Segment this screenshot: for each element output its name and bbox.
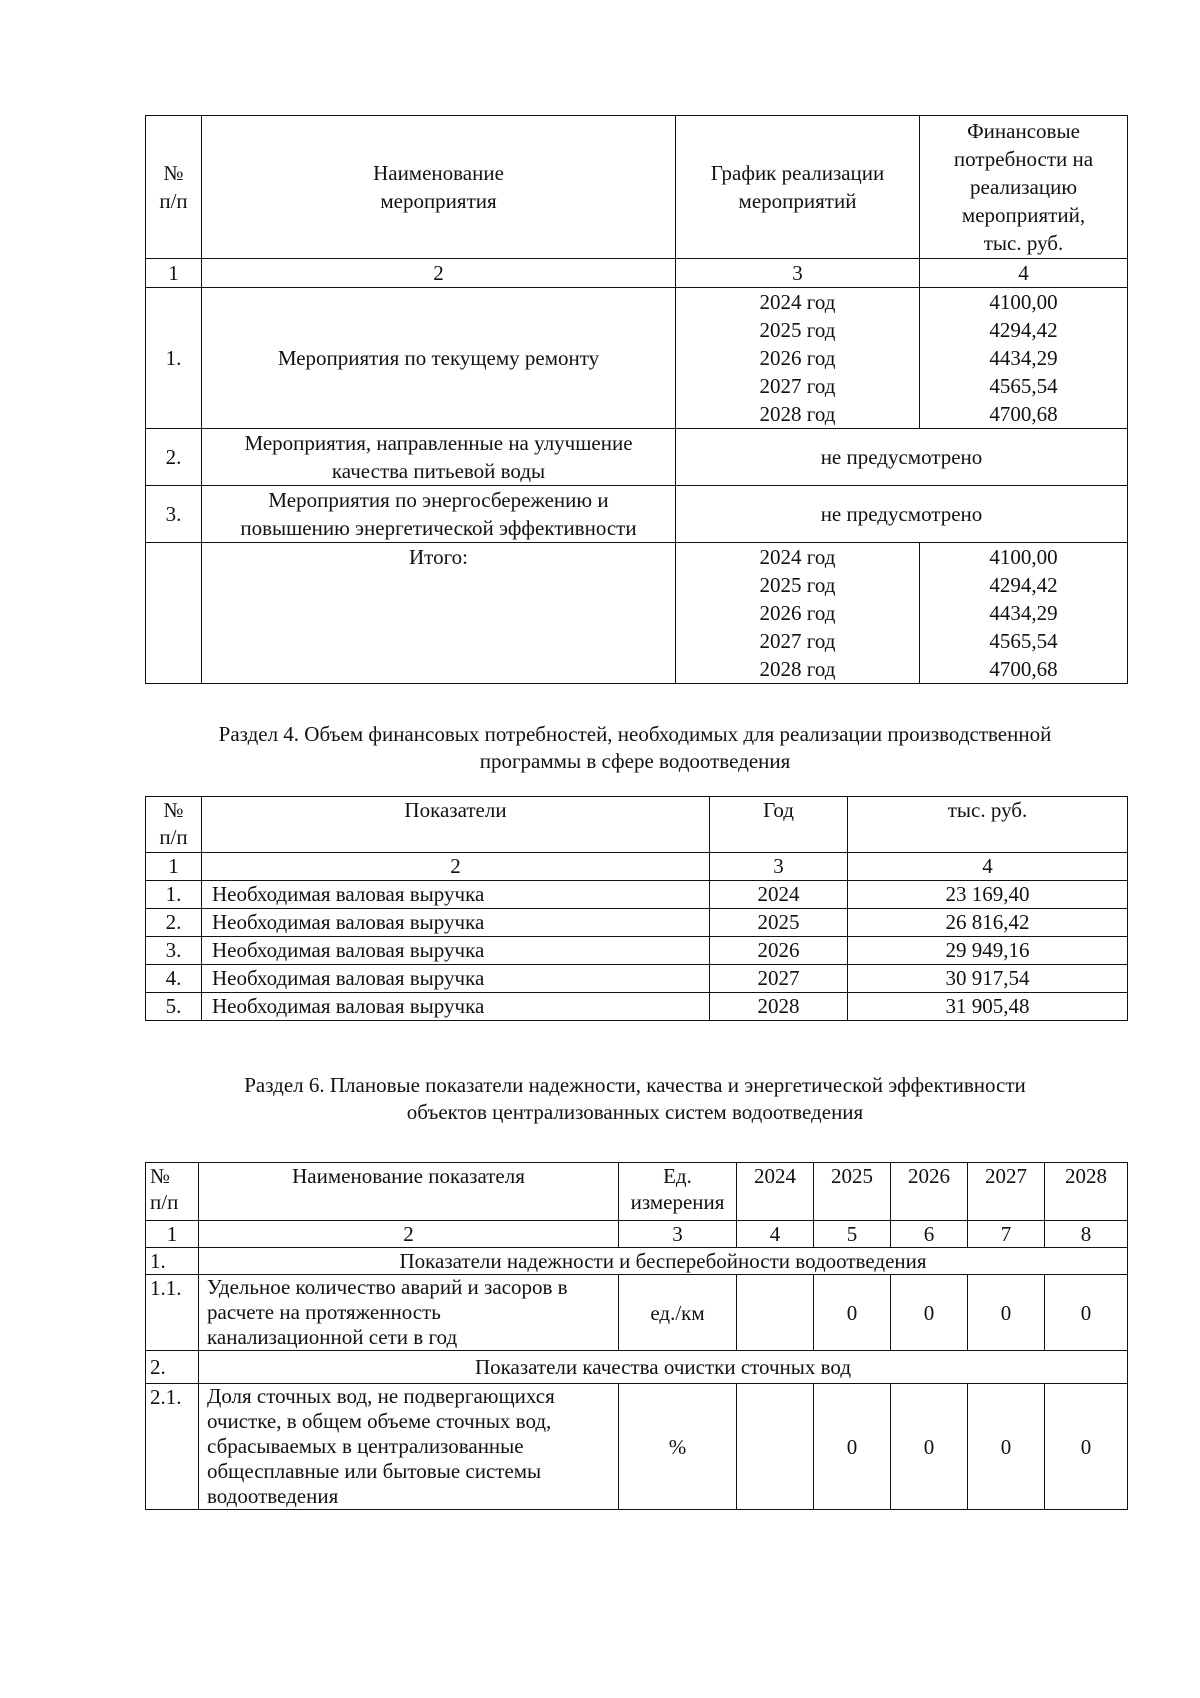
group-row xyxy=(146,1248,1128,1275)
header-year-2024: 2024 xyxy=(737,1163,814,1221)
item-num: 2.1. xyxy=(146,1384,199,1510)
item-value-2024 xyxy=(737,1384,814,1510)
item-value-2027: 0 xyxy=(968,1275,1045,1351)
col-num-1: 1 xyxy=(146,259,202,288)
row-indicator: Необходимая валовая выручка xyxy=(202,881,710,909)
row-year: 2024 xyxy=(710,881,848,909)
table-header-row xyxy=(146,797,1128,853)
group-title: Показатели надежности и бесперебойности водоотведения xyxy=(199,1248,1128,1275)
header-finance: Финансовые потребности на реализацию мероприятий, тыс. руб. xyxy=(920,116,1128,259)
col-num-3: 3 xyxy=(619,1221,737,1248)
header-indicator: Показатели xyxy=(202,797,710,853)
header-num: № п/п xyxy=(146,116,202,259)
row-years: 2024 год 2025 год 2026 год 2027 год 2028 год xyxy=(676,288,920,429)
row-merged-note: не предусмотрено xyxy=(676,486,1128,543)
table-header-row xyxy=(146,1163,1128,1221)
group-num: 2. xyxy=(146,1351,199,1384)
col-num-2: 2 xyxy=(199,1221,619,1248)
row-num: 5. xyxy=(146,993,202,1021)
table-row xyxy=(146,937,1128,965)
section4-title: Раздел 4. Объем финансовых потребностей, необходимых для реализации производственной программы в сфере водоотведения xyxy=(218,722,1052,774)
table-header-row xyxy=(146,116,1128,259)
col-num-1: 1 xyxy=(146,1221,199,1248)
row-num: 2. xyxy=(146,909,202,937)
table-row xyxy=(146,288,1128,429)
total-values: 4100,00 4294,42 4434,29 4565,54 4700,68 xyxy=(920,543,1128,684)
total-num xyxy=(146,543,202,684)
header-year-2027: 2027 xyxy=(968,1163,1045,1221)
item-value-2025: 0 xyxy=(814,1384,891,1510)
col-num-3: 3 xyxy=(676,259,920,288)
table-row xyxy=(146,429,1128,486)
col-num-5: 5 xyxy=(814,1221,891,1248)
table-row xyxy=(146,486,1128,543)
header-year-2028: 2028 xyxy=(1045,1163,1128,1221)
header-unit: Ед. измерения xyxy=(619,1163,737,1221)
row-year: 2026 xyxy=(710,937,848,965)
item-name: Доля сточных вод, не подвергающихся очистке, в общем объеме сточных вод, сбрасываемых в централизованные общесплавные или бытовые системы водоотведения xyxy=(199,1384,619,1510)
row-indicator: Необходимая валовая выручка xyxy=(202,937,710,965)
col-num-3: 3 xyxy=(710,853,848,881)
row-num: 2. xyxy=(146,429,202,486)
row-amount: 31 905,48 xyxy=(848,993,1128,1021)
column-number-row xyxy=(146,259,1128,288)
row-num: 4. xyxy=(146,965,202,993)
indicators-table xyxy=(145,1162,1128,1510)
row-num: 1. xyxy=(146,288,202,429)
item-unit: % xyxy=(619,1384,737,1510)
total-years: 2024 год 2025 год 2026 год 2027 год 2028 год xyxy=(676,543,920,684)
item-value-2026: 0 xyxy=(891,1384,968,1510)
row-values: 4100,00 4294,42 4434,29 4565,54 4700,68 xyxy=(920,288,1128,429)
row-num: 3. xyxy=(146,486,202,543)
row-name: Мероприятия, направленные на улучшение качества питьевой воды xyxy=(202,429,676,486)
row-merged-note: не предусмотрено xyxy=(676,429,1128,486)
item-value-2027: 0 xyxy=(968,1384,1045,1510)
row-indicator: Необходимая валовая выручка xyxy=(202,909,710,937)
total-label: Итого: xyxy=(202,543,676,684)
table-row xyxy=(146,965,1128,993)
revenue-table xyxy=(145,796,1128,1021)
col-num-4: 4 xyxy=(920,259,1128,288)
col-num-7: 7 xyxy=(968,1221,1045,1248)
group-row xyxy=(146,1351,1128,1384)
row-amount: 29 949,16 xyxy=(848,937,1128,965)
header-year-2025: 2025 xyxy=(814,1163,891,1221)
col-num-6: 6 xyxy=(891,1221,968,1248)
activities-table xyxy=(145,115,1128,684)
row-name: Мероприятия по текущему ремонту xyxy=(202,288,676,429)
row-num: 1. xyxy=(146,881,202,909)
col-num-4: 4 xyxy=(737,1221,814,1248)
item-value-2028: 0 xyxy=(1045,1275,1128,1351)
column-number-row xyxy=(146,1221,1128,1248)
table-row xyxy=(146,993,1128,1021)
section6-title: Раздел 6. Плановые показатели надежности, качества и энергетической эффективности объектов централизованных систем водоотведения xyxy=(244,1073,1026,1125)
row-amount: 30 917,54 xyxy=(848,965,1128,993)
col-num-8: 8 xyxy=(1045,1221,1128,1248)
group-title: Показатели качества очистки сточных вод xyxy=(199,1351,1128,1384)
item-name: Удельное количество аварий и засоров в расчете на протяженность канализационной сети в год xyxy=(199,1275,619,1351)
header-schedule: График реализации мероприятий xyxy=(676,116,920,259)
header-name: Наименование мероприятия xyxy=(202,116,676,259)
item-value-2028: 0 xyxy=(1045,1384,1128,1510)
column-number-row xyxy=(146,853,1128,881)
header-indicator: Наименование показателя xyxy=(199,1163,619,1221)
col-num-1: 1 xyxy=(146,853,202,881)
row-year: 2025 xyxy=(710,909,848,937)
table-row xyxy=(146,881,1128,909)
item-value-2025: 0 xyxy=(814,1275,891,1351)
row-indicator: Необходимая валовая выручка xyxy=(202,993,710,1021)
table-row xyxy=(146,1384,1128,1510)
row-num: 3. xyxy=(146,937,202,965)
header-amount: тыс. руб. xyxy=(848,797,1128,853)
total-row xyxy=(146,543,1128,684)
item-value-2024 xyxy=(737,1275,814,1351)
header-year-2026: 2026 xyxy=(891,1163,968,1221)
item-num: 1.1. xyxy=(146,1275,199,1351)
col-num-2: 2 xyxy=(202,853,710,881)
row-indicator: Необходимая валовая выручка xyxy=(202,965,710,993)
table-row xyxy=(146,909,1128,937)
row-amount: 23 169,40 xyxy=(848,881,1128,909)
row-year: 2027 xyxy=(710,965,848,993)
row-name: Мероприятия по энергосбережению и повышению энергетической эффективности xyxy=(202,486,676,543)
col-num-4: 4 xyxy=(848,853,1128,881)
row-amount: 26 816,42 xyxy=(848,909,1128,937)
header-num: № п/п xyxy=(146,1163,199,1221)
group-num: 1. xyxy=(146,1248,199,1275)
item-unit: ед./км xyxy=(619,1275,737,1351)
header-num: № п/п xyxy=(146,797,202,853)
row-year: 2028 xyxy=(710,993,848,1021)
table-row xyxy=(146,1275,1128,1351)
col-num-2: 2 xyxy=(202,259,676,288)
item-value-2026: 0 xyxy=(891,1275,968,1351)
header-year: Год xyxy=(710,797,848,853)
